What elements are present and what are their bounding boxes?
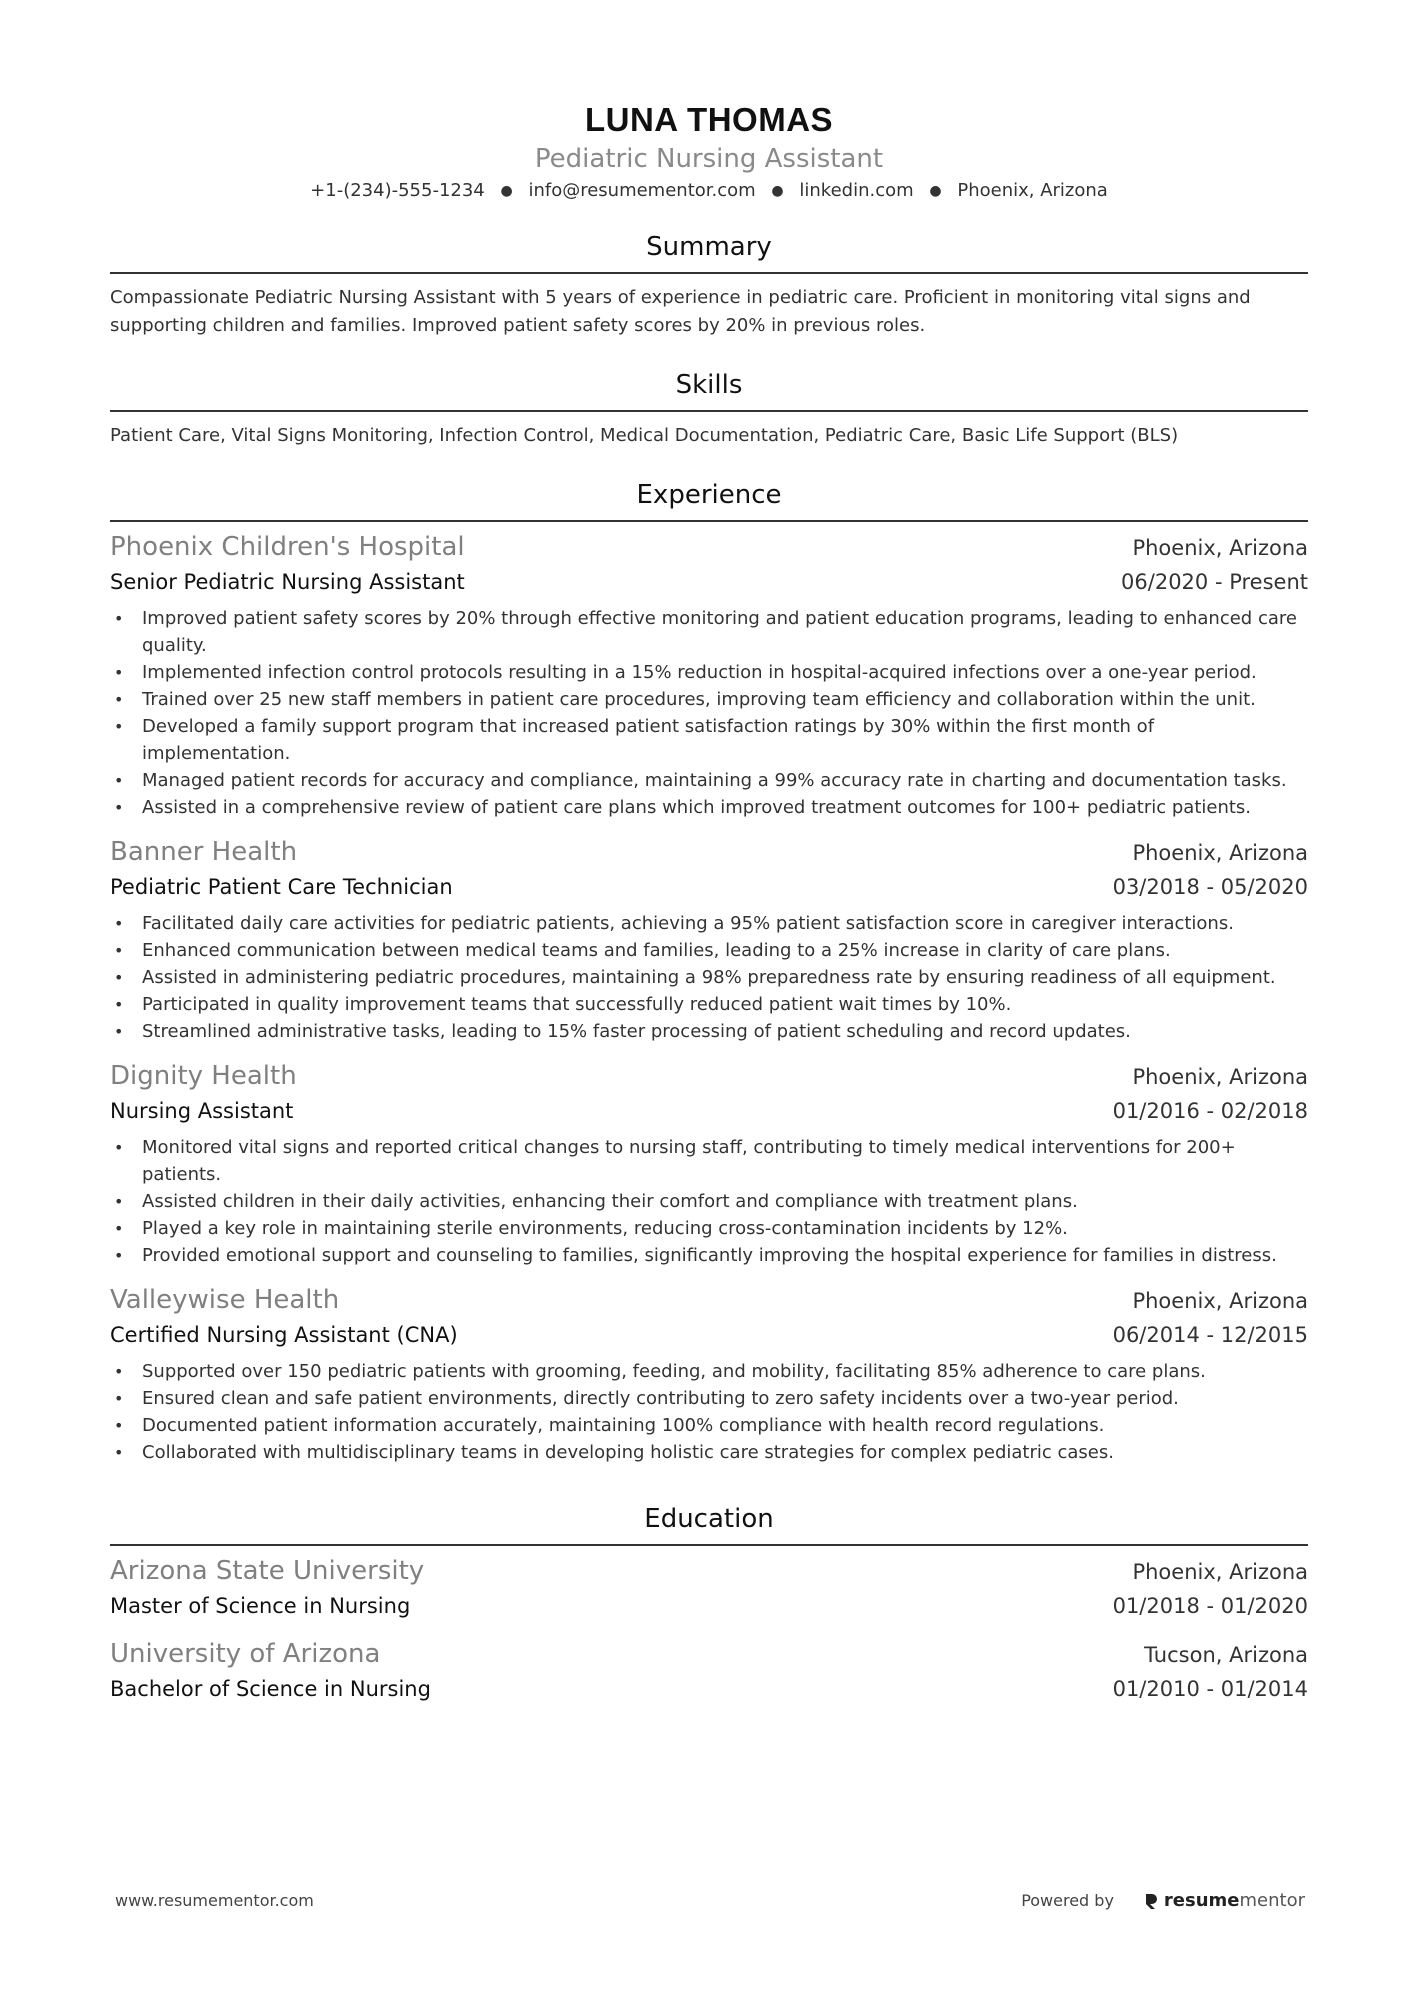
job-bullets [110,1358,1308,1466]
candidate-name: LUNA THOMAS [584,101,834,138]
experience-section [110,478,1308,1466]
resume-page [110,0,1308,1706]
linkedin-link[interactable]: linkedin.com [799,180,914,201]
list-item: • Assisted in a comprehensive review of patient care plans which improved treatment outcomes for 100+ pediatric patients. [110,794,1308,821]
list-item: • Assisted children in their daily activities, enhancing their comfort and compliance with treatment plans. [110,1188,1308,1215]
list-item: • Enhanced communication between medical teams and families, leading to a 25% increase in clarity of care plans. [110,937,1308,964]
job-dates: 03/2018 - 05/2020 [1112,875,1308,899]
job-entry [110,1059,1308,1269]
logo-text-bold: resume [1163,1890,1240,1911]
list-item: • Played a key role in maintaining sterile environments, reducing cross-contamination incidents by 12%. [110,1215,1308,1242]
education-section [110,1502,1308,1706]
job-entry [110,835,1308,1045]
degree-name: Master of Science in Nursing [110,1594,411,1618]
job-bullets [110,1134,1308,1269]
location-text: Phoenix, Arizona [957,180,1108,201]
job-location: Phoenix, Arizona [1132,1289,1308,1313]
list-item: • Improved patient safety scores by 20% through effective monitoring and patient education programs, leading to enhanced care quality. [110,605,1308,659]
education-entry [110,1637,1308,1706]
employer-name: Banner Health [110,837,298,867]
list-item: • Monitored vital signs and reported critical changes to nursing staff, contributing to timely medical interventions for 200+ patients. [110,1134,1308,1188]
list-item: • Streamlined administrative tasks, leading to 15% faster processing of patient scheduling and record updates. [110,1018,1308,1045]
job-bullets [110,910,1308,1045]
education-entry [110,1554,1308,1623]
degree-name: Bachelor of Science in Nursing [110,1677,431,1701]
separator-dot-icon: ● [771,183,784,199]
summary-text: Compassionate Pediatric Nursing Assistant with 5 years of experience in pediatric care. Proficient in monitoring vital signs and supporting children and families. Improved patient safety scores by 20% in previous roles. [110,287,1251,336]
school-location: Phoenix, Arizona [1132,1560,1308,1584]
powered-by-label: Powered by [1021,1891,1114,1910]
page-footer [115,1890,1305,1911]
list-item: • Supported over 150 pediatric patients with grooming, feeding, and mobility, facilitating 85% adherence to care plans. [110,1358,1308,1385]
job-location: Phoenix, Arizona [1132,841,1308,865]
list-item: • Assisted in administering pediatric procedures, maintaining a 98% preparedness rate by ensuring readiness of all equipment. [110,964,1308,991]
list-item: • Provided emotional support and counseling to families, significantly improving the hospital experience for families in distress. [110,1242,1308,1269]
job-location: Phoenix, Arizona [1132,1065,1308,1089]
list-item: • Documented patient information accurately, maintaining 100% compliance with health record regulations. [110,1412,1308,1439]
summary-section [110,230,1308,340]
resumementor-logo[interactable] [1144,1890,1305,1911]
list-item: • Collaborated with multidisciplinary teams in developing holistic care strategies for complex pediatric cases. [110,1439,1308,1466]
section-heading: Education [110,1502,1308,1546]
list-item: • Trained over 25 new staff members in patient care procedures, improving team efficiency and collaboration within the unit. [110,686,1308,713]
resume-header [110,0,1308,204]
skills-text: Patient Care, Vital Signs Monitoring, Infection Control, Medical Documentation, Pediatric Care, Basic Life Support (BLS) [110,425,1179,446]
logo-text-light: mentor [1239,1890,1305,1911]
job-title: Certified Nursing Assistant (CNA) [110,1323,458,1347]
resumementor-logo-icon [1144,1892,1158,1910]
school-name: University of Arizona [110,1639,381,1669]
job-location: Phoenix, Arizona [1132,536,1308,560]
list-item: • Ensured clean and safe patient environments, directly contributing to zero safety incidents over a two-year period. [110,1385,1308,1412]
job-dates: 06/2014 - 12/2015 [1112,1323,1308,1347]
job-title: Nursing Assistant [110,1099,294,1123]
separator-dot-icon: ● [929,183,942,199]
school-location: Tucson, Arizona [1144,1643,1308,1667]
email-link[interactable]: info@resumementor.com [528,180,756,201]
separator-dot-icon: ● [500,183,513,199]
candidate-title: Pediatric Nursing Assistant [534,144,884,174]
section-heading: Skills [110,368,1308,412]
employer-name: Dignity Health [110,1061,297,1091]
job-bullets [110,605,1308,821]
section-heading: Experience [110,478,1308,522]
employer-name: Phoenix Children's Hospital [110,532,465,562]
employer-name: Valleywise Health [110,1285,340,1315]
job-dates: 06/2020 - Present [1121,570,1308,594]
phone-text: +1-(234)-555-1234 [310,180,485,201]
job-entry [110,530,1308,821]
list-item: • Facilitated daily care activities for pediatric patients, achieving a 95% patient satisfaction score in caregiver interactions. [110,910,1308,937]
section-heading: Summary [110,230,1308,274]
footer-website-link[interactable]: www.resumementor.com [115,1891,314,1910]
education-dates: 01/2010 - 01/2014 [1112,1677,1308,1701]
school-name: Arizona State University [110,1556,425,1586]
list-item: • Developed a family support program that increased patient satisfaction ratings by 30% within the first month of implementation. [110,713,1308,767]
skills-section [110,368,1308,450]
job-title: Senior Pediatric Nursing Assistant [110,570,465,594]
list-item: • Implemented infection control protocols resulting in a 15% reduction in hospital-acquired infections over a one-year period. [110,659,1308,686]
job-dates: 01/2016 - 02/2018 [1112,1099,1308,1123]
powered-by [1021,1890,1305,1911]
education-dates: 01/2018 - 01/2020 [1112,1594,1308,1618]
job-entry [110,1283,1308,1466]
list-item: • Participated in quality improvement teams that successfully reduced patient wait times by 10%. [110,991,1308,1018]
contact-line [110,178,1308,204]
job-title: Pediatric Patient Care Technician [110,875,453,899]
list-item: • Managed patient records for accuracy and compliance, maintaining a 99% accuracy rate in charting and documentation tasks. [110,767,1308,794]
